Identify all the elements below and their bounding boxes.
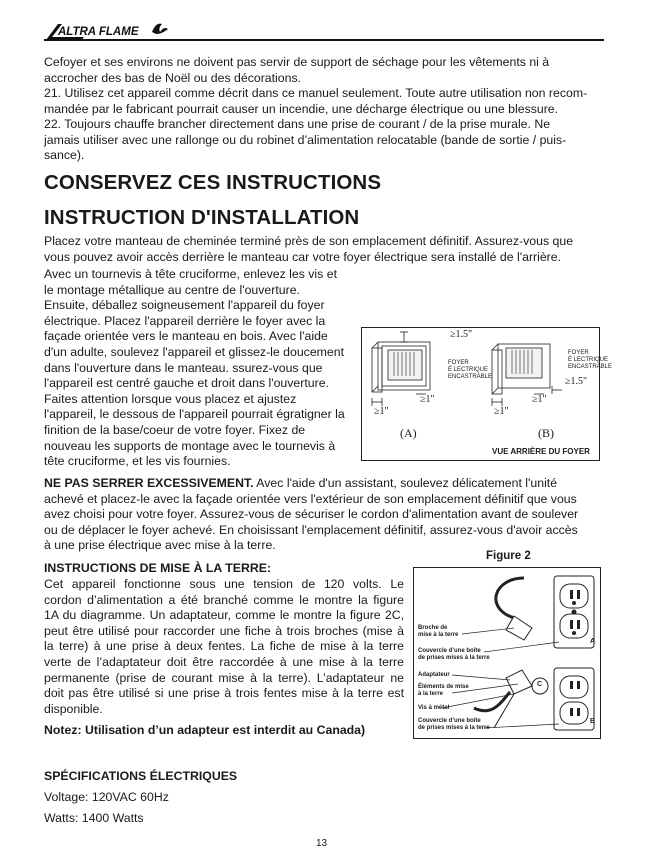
text-line: É LECTRIQUE — [568, 357, 609, 363]
text-line: Couvercle d’une boîte — [418, 648, 481, 654]
text-line: vous pouvez avoir accès derrière le manteau car votre foyer électrique sera installé de l'arrière. — [44, 249, 562, 264]
text-line: Ensuite, déballez soigneusement l'appareil du foyer — [44, 298, 325, 313]
text-line: disponible. — [44, 701, 103, 716]
text-line: jamais utiliser avec une rallonge ou du robinet d’alimentation relocatable (bande de sortie / puis- — [44, 132, 567, 147]
text-line: É LECTRIQUE — [448, 367, 489, 373]
text-line: à une prise électrique avec mise à la terre. — [44, 538, 276, 553]
text-line: Broche de — [418, 625, 448, 631]
figure-rear-view — [361, 327, 613, 461]
text-line: Éléments de mise — [418, 684, 469, 690]
text-line: de prises mises à la terre — [418, 655, 490, 661]
warning-first-line: Avec l'aide d'un assistant, soulevez délicatement l'unité — [253, 476, 558, 490]
dim-small-a: ≥1" — [420, 394, 435, 405]
text-line: Placez votre manteau de cheminée terminé près de son emplacement définitif. Assurez-vous que — [44, 234, 574, 248]
text-line: cordon d’alimentation a été branché comme le montre la figure — [44, 592, 404, 607]
canada-note: Notez: Utilisation d’un adapteur est interdit au Canada) — [44, 723, 366, 737]
text-line: tête cruciforme, et les vis fournies. — [44, 454, 231, 469]
text-line: Couvercle d’une boîte — [418, 718, 481, 724]
text-line: ou de déplacer le foyer achevé. En choisissant l'emplacement définitif, assurez-vous d'avoir accès — [44, 522, 578, 537]
ground-heading: INSTRUCTIONS DE MISE À LA TERRE: — [44, 561, 272, 575]
text-line: achevé et placez-le avec la façade orientée vers l'extérieur de son emplacement définitif que vous — [44, 491, 577, 506]
text-line: permanente (prise de courant mise à la terre). L’adaptateur ne — [44, 670, 404, 685]
specs-heading: SPÉCIFICATIONS ÉLECTRIQUES — [44, 769, 238, 783]
callout-ground-elements — [418, 684, 469, 698]
text-line: le montage métallique au centre de l'ouverture. — [44, 282, 300, 297]
text-line: Cefoyer et ses environs ne doivent pas servir de support de séchage pour les vêtements ni à — [44, 55, 550, 69]
warning-paragraph — [44, 476, 604, 554]
text-line: nouveau les supports de montage avec le tournevis à — [44, 438, 336, 453]
unit-b-label — [568, 350, 612, 371]
safety-paragraph-22 — [44, 117, 604, 164]
callout-box-cover-b — [418, 718, 490, 732]
text-line: finition de la base/coeur de votre foyer. Fixez de — [44, 422, 306, 437]
dim-side-b: ≥1.5" — [565, 376, 588, 387]
callout-metal-screw: Vis à métal — [418, 705, 450, 711]
figure-caption: VUE ARRIÈRE DU FOYER — [492, 447, 590, 456]
install-steps — [44, 267, 359, 470]
logo-text: ALTRA FLAME — [58, 26, 139, 38]
text-line: FOYER — [568, 350, 589, 356]
text-line: 21. Utilisez cet appareil comme décrit dans ce manuel seulement. Toute autre utilisation non recom- — [44, 86, 588, 100]
callout-box-cover-a — [418, 648, 490, 662]
heading-installation: INSTRUCTION D'INSTALLATION — [44, 206, 360, 229]
text-line: doit pas être utilisé si une prise à trois fentes mise à la terre est — [44, 686, 404, 701]
text-line: l'appareil est centré gauche et droit dans l'ouverture. — [44, 376, 329, 391]
text-line: à la terre — [418, 691, 444, 697]
figure-2-title: Figure 2 — [486, 550, 531, 562]
text-line: 22. Toujours chauffe brancher directement dans une prise de courant / de la prise murale. Ne — [44, 117, 551, 131]
text-line: façade orientée vers le manteau en bois. Avec l'aide — [44, 329, 328, 344]
label-b: (B) — [538, 426, 554, 440]
dim-small-b: ≥1" — [532, 394, 547, 405]
safety-paragraph-1 — [44, 55, 604, 86]
dim-bottom-b: ≥1" — [494, 406, 509, 417]
text-line: 1A du diagramme. Un adaptateur, comme le montre la figure 2C, — [44, 608, 404, 623]
header-rule — [44, 39, 604, 41]
label-a: (A) — [400, 426, 417, 440]
text-line: Cet appareil fonctionne sous une tension de 120 volts. Le — [44, 577, 404, 591]
warning-bold: NE PAS SERRER EXCESSIVEMENT. — [44, 476, 254, 490]
ground-body — [44, 577, 404, 717]
text-line: la terre) à une prise à deux fentes. La fiche de mise à la terre — [44, 639, 404, 654]
text-line: peut être utilisé pour raccorder une fiche à trois broches (mise à — [44, 623, 404, 638]
unit-a-label — [448, 360, 492, 381]
callout-ground-prong — [418, 625, 458, 639]
letter-b: B — [590, 718, 596, 725]
text-line: avez choisi pour votre foyer. Assurez-vous de sécuriser le cordon d'alimentation avant de soulever — [44, 507, 579, 522]
text-line: Faites attention lorsque vous placez et ajustez — [44, 391, 297, 406]
page-number: 13 — [316, 838, 328, 849]
spec-voltage: Voltage: 120VAC 60Hz — [44, 790, 169, 804]
text-line: accrocher des bas de Noël ou des décorations. — [44, 70, 302, 85]
heading-save-instructions: CONSERVEZ CES INSTRUCTIONS — [44, 171, 382, 194]
text-line: ENCASTRABLE — [448, 374, 493, 380]
letter-c: C — [537, 681, 543, 688]
install-intro — [44, 234, 604, 265]
text-line: ENCASTRABLE — [568, 364, 613, 370]
text-line: mise à la terre — [418, 632, 459, 638]
text-line: mandée par le fabricant pourrait causer un incendie, une décharge électrique ou une blessure. — [44, 101, 559, 116]
fireplace-rear-diagram — [362, 328, 599, 460]
callout-adapter: Adaptateur — [418, 672, 450, 678]
header — [44, 20, 604, 42]
dim-top-a: ≥1.5" — [450, 329, 473, 340]
text-line: sance). — [44, 148, 85, 163]
text-line: l'appareil, le dessous de l'appareil pourrait égratigner la — [44, 407, 345, 422]
text-line: d'un adulte, soulevez l'appareil et glissez-le doucement — [44, 344, 345, 359]
text-line: FOYER — [448, 360, 469, 366]
letter-a: A — [590, 638, 596, 645]
safety-paragraph-21 — [44, 86, 604, 117]
text-line: Avec un tournevis à tête cruciforme, enlevez les vis et — [44, 267, 337, 281]
figure-grounding — [413, 567, 601, 739]
spec-watts: Watts: 1400 Watts — [44, 811, 144, 825]
text-line: de prises mises à la terre — [418, 725, 490, 731]
text-line: électrique. Placez l'appareil derrière le foyer avec la — [44, 313, 326, 328]
text-line: verte de l’adaptateur doit être raccordée à une mise à la terre — [44, 654, 404, 669]
text-line: dans l'ouverture dans le manteau. ssurez-vous que — [44, 360, 323, 375]
dim-bottom-a: ≥1" — [374, 406, 389, 417]
